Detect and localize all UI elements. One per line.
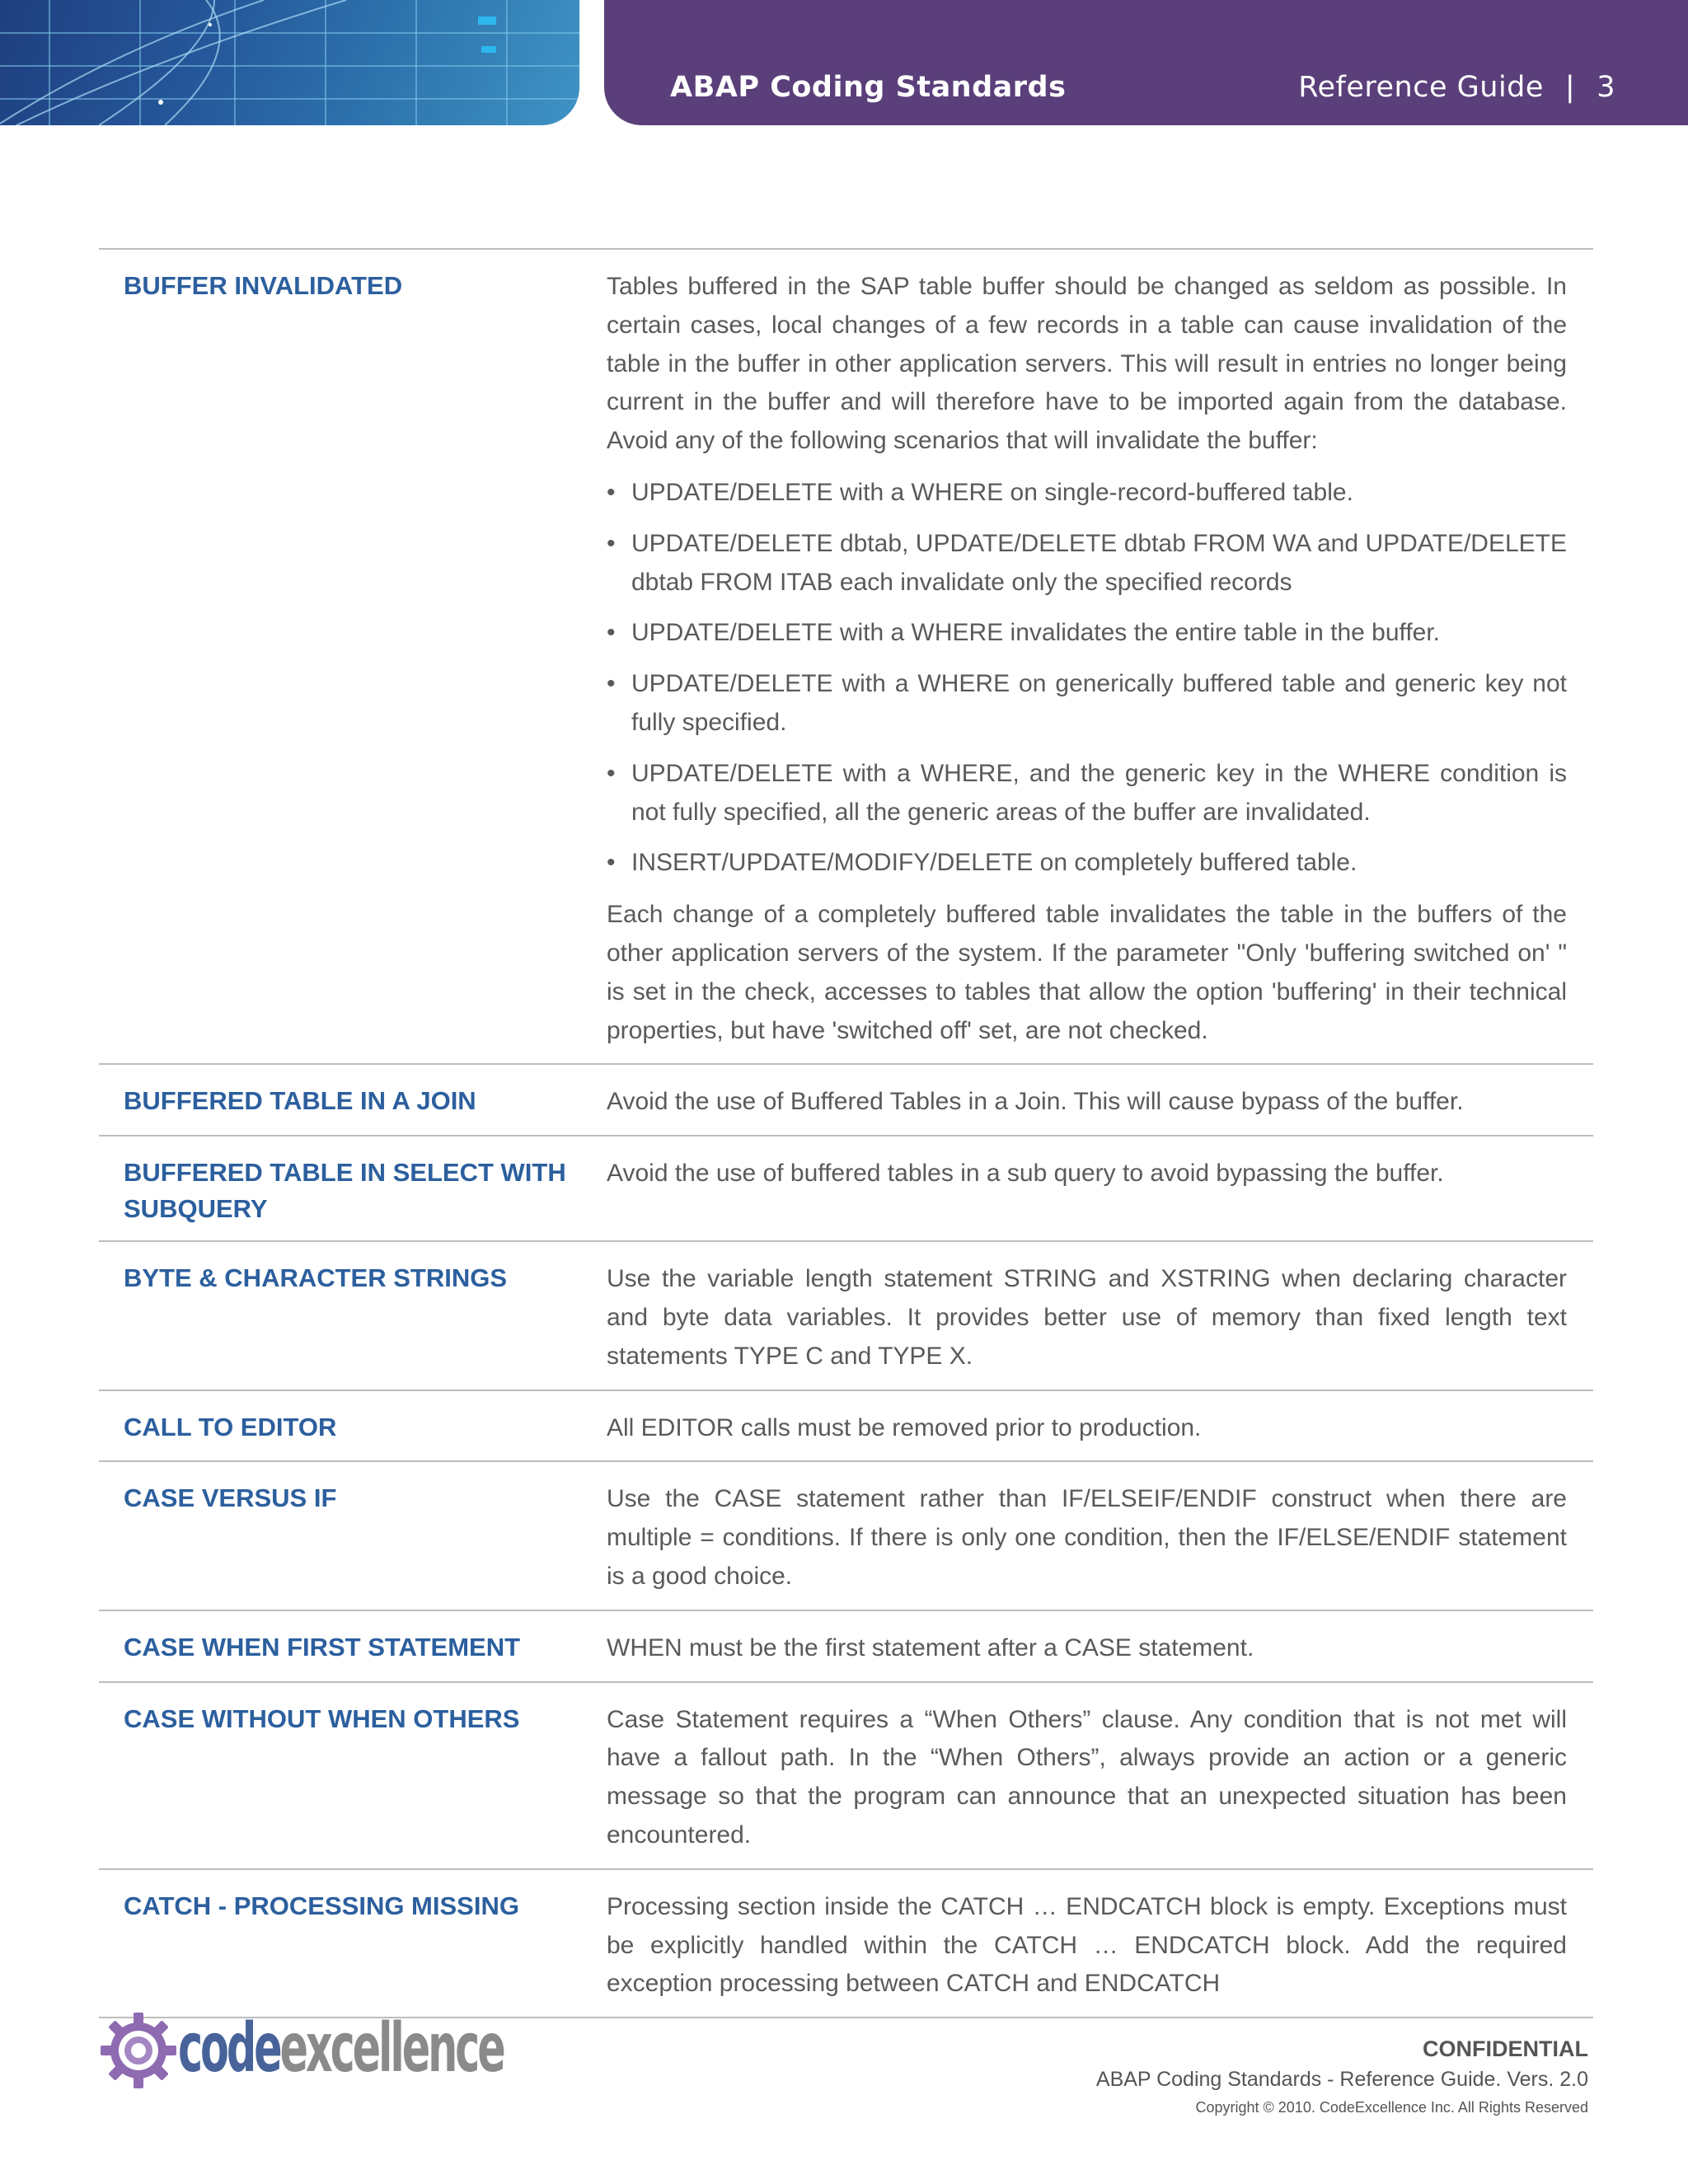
term-label: CALL TO EDITOR: [124, 1412, 337, 1441]
term-label: BUFFER INVALIDATED: [124, 271, 403, 300]
document-title: ABAP Coding Standards: [670, 71, 1067, 104]
table-row: [99, 1683, 1593, 1870]
list-item: • UPDATE/DELETE with a WHERE on generically buffered table and generic key not fully specified.: [607, 665, 1567, 743]
header-bar: [604, 0, 1688, 125]
bullet-icon: •: [607, 478, 616, 506]
term-description: Use the variable length statement STRING and XSTRING when declaring character and byte data variables. It provides better use of memory than fixed length text statements TYPE C and TYPE X.: [607, 1265, 1567, 1370]
confidential-label: CONFIDENTIAL: [1423, 2036, 1588, 2061]
term-description: Avoid the use of Buffered Tables in a Join. This will cause bypass of the buffer.: [607, 1088, 1464, 1116]
logo-wordmark: codeexcellence: [178, 2009, 504, 2088]
term-label: CASE VERSUS IF: [124, 1483, 337, 1513]
table-row: [99, 1391, 1593, 1463]
term-description: Avoid the use of buffered tables in a sub query to avoid bypassing the buffer.: [607, 1160, 1444, 1188]
term-label: CASE WHEN FIRST STATEMENT: [124, 1632, 521, 1661]
bullet-icon: •: [607, 529, 616, 557]
term-label: BYTE & CHARACTER STRINGS: [124, 1263, 508, 1293]
bullet-icon: •: [607, 619, 616, 647]
copyright-notice: Copyright © 2010. CodeExcellence Inc. All Rights Reserved: [1195, 2099, 1588, 2116]
description-intro: Tables buffered in the SAP table buffer should be changed as seldom as possible. In certain cases, local changes of a few records in a table can cause invalidation of the table in the buffer in other application servers. This will result in entries no longer being current in the buffer and will therefore have to be imported again from the database. Avoid any of the following scenarios that will invalidate the buffer:: [607, 273, 1567, 455]
table-row: [99, 1462, 1593, 1610]
term-description: All EDITOR calls must be removed prior to production.: [607, 1413, 1202, 1441]
table-row: [99, 1870, 1593, 2018]
term-label: BUFFERED TABLE IN A JOIN: [124, 1086, 476, 1116]
term-description: Processing section inside the CATCH … ENDCATCH block is empty. Exceptions must be explicitly handled within the CATCH … ENDCATCH block. Add the required exception processing between CATCH and ENDCATCH: [607, 1892, 1567, 1998]
term-label: BUFFERED TABLE IN SELECT WITH SUBQUERY: [124, 1158, 566, 1224]
list-item: • INSERT/UPDATE/MODIFY/DELETE on completely buffered table.: [607, 844, 1567, 883]
gear-icon: [99, 2011, 178, 2090]
table-row: [99, 1611, 1593, 1683]
guide-label: Reference Guide: [1298, 71, 1544, 104]
term-label: CASE WITHOUT WHEN OTHERS: [124, 1704, 520, 1733]
table-row: [99, 1137, 1593, 1242]
header-page-info: [1298, 71, 1615, 104]
bullet-icon: •: [607, 759, 616, 787]
footer-info: [1096, 2034, 1588, 2120]
company-logo: [99, 2009, 504, 2092]
table-row: [99, 1242, 1593, 1390]
page-number: 3: [1597, 71, 1615, 104]
bullet-icon: •: [607, 849, 616, 877]
term-description: Use the CASE statement rather than IF/ELSEIF/ENDIF construct when there are multiple = conditions. If there is only one condition, then the IF/ELSE/ENDIF statement is a good choice.: [607, 1485, 1567, 1590]
document-version: ABAP Coding Standards - Reference Guide. Vers. 2.0: [1095, 2068, 1588, 2091]
table-row: [99, 250, 1593, 1065]
term-description: [607, 268, 1567, 1050]
term-label: CATCH - PROCESSING MISSING: [124, 1891, 519, 1920]
list-item: • UPDATE/DELETE with a WHERE invalidates the entire table in the buffer.: [607, 614, 1567, 653]
header-grid-graphic: [0, 0, 579, 125]
header-artwork: [0, 0, 579, 125]
term-description: Case Statement requires a “When Others” clause. Any condition that is not met will have a fallout path. In the “When Others”, always provide an action or a generic message so that the program can announce that an unexpected situation has been encountered.: [607, 1705, 1567, 1849]
header-separator: |: [1564, 71, 1576, 104]
term-description: WHEN must be the first statement after a CASE statement.: [607, 1633, 1254, 1661]
list-item: • UPDATE/DELETE with a WHERE, and the generic key in the WHERE condition is not fully specified, all the generic areas of the buffer are invalidated.: [607, 755, 1567, 832]
list-item: • UPDATE/DELETE with a WHERE on single-record-buffered table.: [607, 474, 1567, 513]
table-row: [99, 1065, 1593, 1137]
bullet-icon: •: [607, 670, 616, 698]
standards-table: [99, 248, 1593, 2018]
scenario-list: [607, 474, 1567, 883]
list-item: • UPDATE/DELETE dbtab, UPDATE/DELETE dbtab FROM WA and UPDATE/DELETE dbtab FROM ITAB each invalidate only the specified records: [607, 525, 1567, 602]
description-outro: Each change of a completely buffered table invalidates the table in the buffers of the other application servers of the system. If the parameter "Only 'buffering switched on' " is set in the check, accesses to tables that allow the option 'buffering' in their technical properties, but have 'switched off' set, are not checked.: [607, 901, 1567, 1044]
